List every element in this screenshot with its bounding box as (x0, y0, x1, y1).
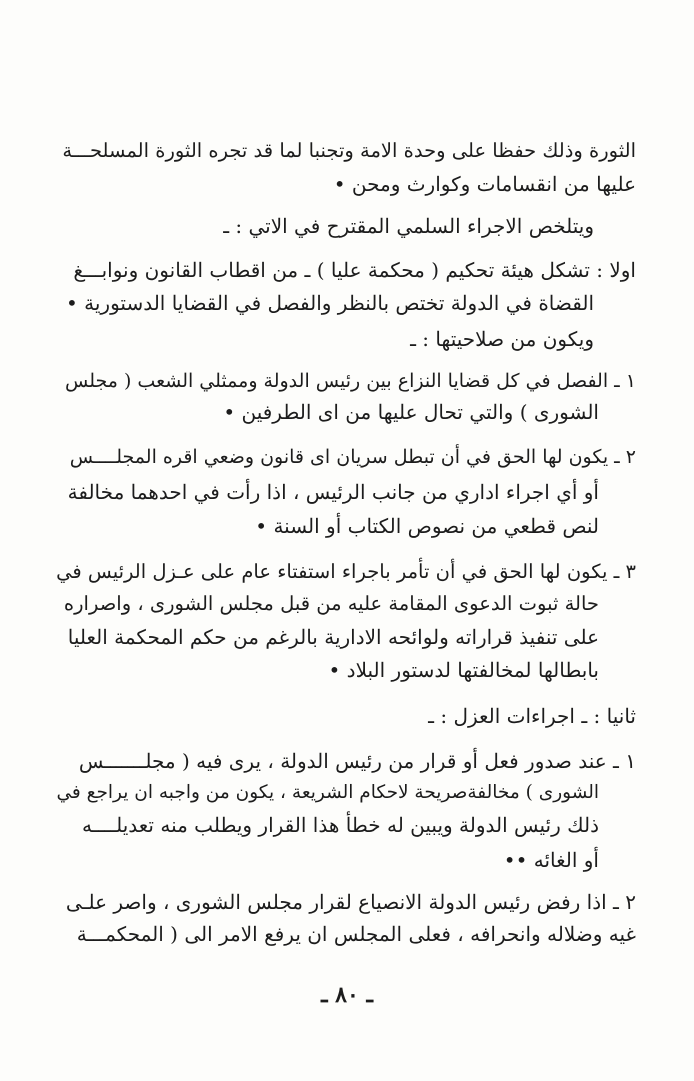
text-line: ويكون من صلاحيتها : ـ (410, 327, 594, 351)
text-line: على تنفيذ قراراته ولوائحه الادارية بالرغم من حكم المحكمة العليا (67, 625, 599, 649)
text-line: ويتلخص الاجراء السلمي المقترح في الاتي : ـ (223, 214, 594, 238)
text-line: ٢ ـ اذا رفض رئيس الدولة الانصياع لقرار مجلس الشورى ، واصر علـى (65, 890, 636, 914)
text-line: عليها من انقسامات وكوارث ومحن • (333, 172, 636, 196)
text-line: ١ ـ عند صدور فعل أو قرار من رئيس الدولة ، يرى فيه ( مجلـــــــس (78, 749, 636, 773)
text-line: ثانيا : ـ اجراءات العزل : ـ (428, 704, 636, 728)
text-line: ذلك رئيس الدولة ويبين له خطأ هذا القرار ويطلب منه تعديلــــه (81, 813, 599, 837)
text-line: الشورى ) والتي تحال عليها من اى الطرفين • (223, 400, 599, 424)
text-line: الثورة وذلك حفظا على وحدة الامة وتجنبا لما قد تجره الثورة المسلحـــة (62, 139, 636, 162)
text-line: الشورى ) مخالفةصريحة لاحكام الشريعة ، يكون من واجبه ان يراجع في (56, 782, 599, 803)
text-line: أو الغائه •• (503, 848, 599, 872)
text-line: القضاة في الدولة تختص بالنظر والفصل في القضايا الدستورية • (65, 291, 594, 315)
text-line: بابطالها لمخالفتها لدستور البلاد • (328, 658, 599, 682)
text-line: غيه وضلاله وانحرافه ، فعلى المجلس ان يرفع الامر الى ( المحكمـــة (76, 922, 636, 946)
text-line: ٣ ـ يكون لها الحق في أن تأمر باجراء استفتاء عام على عـزل الرئيس في (56, 560, 636, 583)
text-line: اولا : تشكل هيئة تحكيم ( محكمة عليا ) ـ من اقطاب القانون ونوابـــغ (73, 258, 636, 282)
text-line: ١ ـ الفصل في كل قضايا النزاع بين رئيس الدولة وممثلي الشعب ( مجلس (64, 370, 636, 392)
text-line: حالة ثبوت الدعوى المقامة عليه من قبل مجلس الشورى ، واصراره (63, 592, 599, 615)
page-number: ـ ٨٠ ـ (321, 982, 373, 1008)
text-line: ٢ ـ يكون لها الحق في أن تبطل سريان اى قانون وضعي اقره المجلــــس (69, 446, 636, 468)
text-line: أو أي اجراء اداري من جانب الرئيس ، اذا رأت في احدهما مخالفة (67, 480, 599, 504)
text-line: لنص قطعي من نصوص الكتاب أو السنة • (255, 514, 599, 538)
